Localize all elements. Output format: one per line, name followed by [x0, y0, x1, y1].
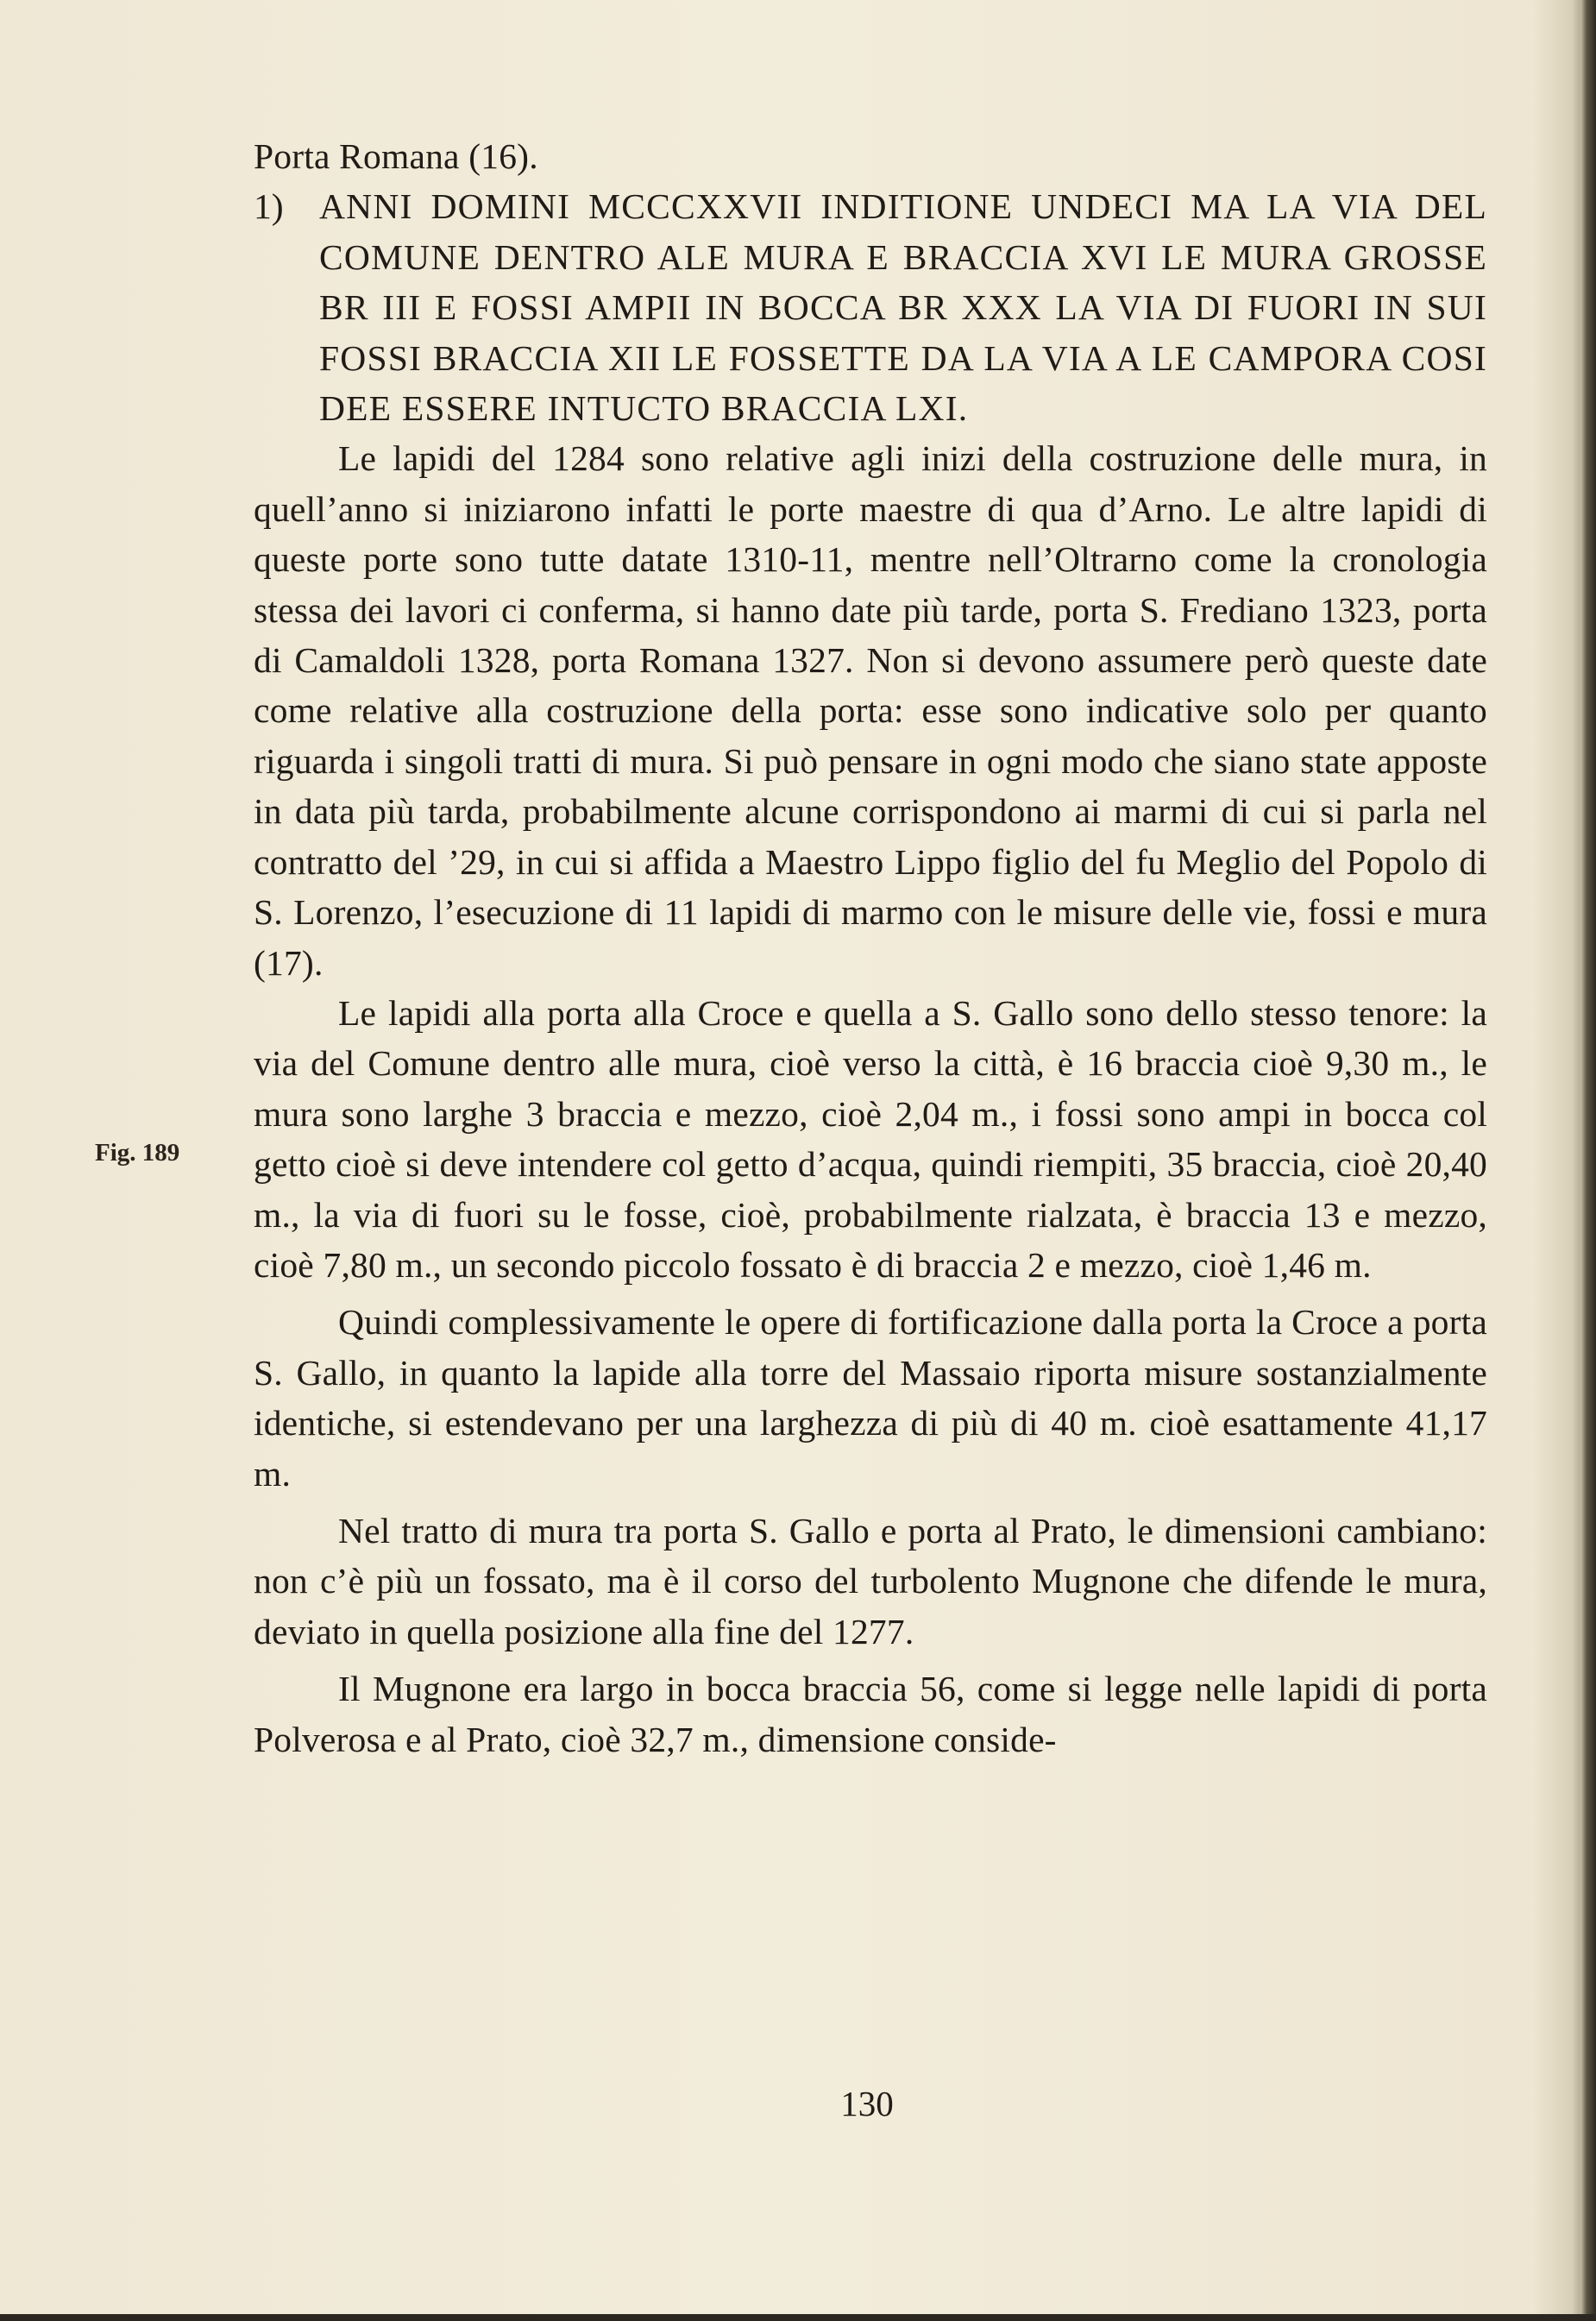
- body-text: [254, 131, 1487, 1764]
- inscription-number: 1): [254, 186, 284, 227]
- figure-reference-note: Fig. 189: [95, 1139, 180, 1167]
- inscription-transcription: [254, 181, 1487, 433]
- paragraph-mugnone-largo: Il Mugnone era largo in bocca braccia 56, come si legge nelle lapidi di porta Polverosa e al Prato, cioè 32,7 m., dimensione conside-: [254, 1669, 1487, 1759]
- page-bottom-edge: [0, 2314, 1596, 2321]
- paragraph-mugnone-corso: Nel tratto di mura tra porta S. Gallo e porta al Prato, le dimensioni cambiano: non c’è più un fossato, ma è il corso del turbolento Mugnone che difende le mura, deviato in quella posizione alla fine del 1277.: [254, 1510, 1487, 1651]
- paragraph-lapidi-1284: Le lapidi del 1284 sono relative agli inizi della costruzione delle mura, in quell’anno si iniziarono infatti le porte maestre di qua d’Arno. Le altre lapidi di queste porte sono tutte datate 1310-11, mentre nell’Oltrarno come la cronologia stessa dei lavori ci conferma, si hanno date più tarde, porta S. Frediano 1323, porta di Camaldoli 1328, porta Romana 1327. Non si devono assumere però queste date come relative alla costruzione della porta: esse sono indicative solo per quanto riguarda i singoli tratti di mura. Si può pensare in ogni modo che siano state apposte in data più tarda, probabilmente alcune corrispondono ai marmi di cui si parla nel contratto del ’29, in cui si affida a Maestro Lippo figlio del fu Meglio del Popolo di S. Lorenzo, l’esecuzione di 11 lapidi di marmo con le misure delle vie, fossi e mura (17).: [254, 438, 1487, 983]
- paragraph-fortificazione: Quindi complessivamente le opere di fortificazione dalla porta la Croce a porta S. Gallo, in quanto la lapide alla torre del Massaio riporta misure sostanzialmente identiche, si estendevano per una larghezza di più di 40 m. cioè esattamente 41,17 m.: [254, 1302, 1487, 1494]
- section-heading: Porta Romana (16).: [254, 136, 538, 176]
- paragraph-porta-croce: Le lapidi alla porta alla Croce e quella a S. Gallo sono dello stesso tenore: la via del Comune dentro alle mura, cioè verso la città, è 16 braccia cioè 9,30 m., le mura sono larghe 3 braccia e mezzo, cioè 2,04 m., i fossi sono ampi in bocca col getto cioè si deve intendere col getto d’acqua, quindi riempiti, 35 braccia, cioè 20,40 m., la via di fuori su le fosse, cioè, probabilmente rialzata, è braccia 13 e mezzo, cioè 7,80 m., un secondo piccolo fossato è di braccia 2 e mezzo, cioè 1,46 m.: [254, 992, 1487, 1285]
- inscription-text: ANNI DOMINI MCCCXXVII INDITIONE UNDECI MA LA VIA DEL COMUNE DENTRO ALE MURA E BRACCIA XVI LE MURA GROSSE BR III E FOSSI AMPII IN BOCCA BR XXX LA VIA DI FUORI IN SUI FOSSI BRACCIA XII LE FOSSETTE DA LA VIA A LE CAMPORA COSI DEE ESSERE INTUCTO BRACCIA LXI.: [319, 186, 1487, 429]
- book-spine-edge: [1580, 0, 1596, 2321]
- page-number: 130: [840, 2084, 894, 2123]
